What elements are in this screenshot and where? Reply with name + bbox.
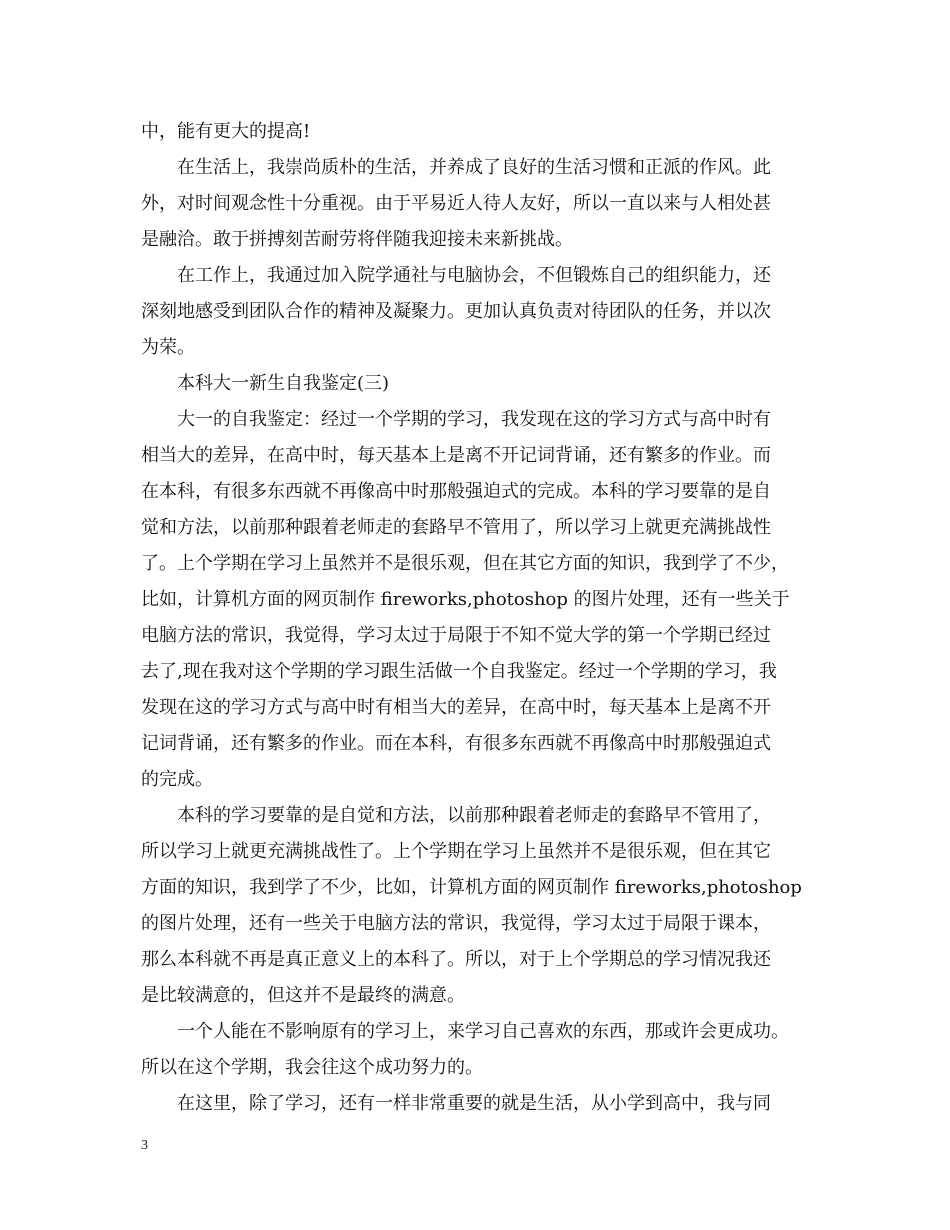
paragraph-start-line: 本科的学习要靠的是自觉和方法，以前那种跟着老师走的套路早不管用了，	[177, 805, 771, 826]
paragraph-start-line: 一个人能在不影响原有的学习上，来学习自己喜欢的东西，那或许会更成功。	[177, 1021, 789, 1042]
text-line: 相当大的差异，在高中时，每天基本上是离不开记词背诵，还有繁多的作业。而	[141, 445, 771, 466]
text-line: 记词背诵，还有繁多的作业。而在本科，有很多东西就不再像高中时那般强迫式	[141, 733, 771, 754]
text-line: 所以学习上就更充满挑战性了。上个学期在学习上虽然并不是很乐观，但在其它	[141, 841, 771, 862]
text-line: 比如，计算机方面的网页制作 fireworks,photoshop 的图片处理，还有一些关于	[141, 589, 790, 610]
paragraph-start-line: 在工作上，我通过加入院学通社与电脑协会，不但锻炼自己的组织能力，还	[177, 265, 771, 286]
text-line: 外，对时间观念性十分重视。由于平易近人待人友好，所以一直以来与人相处甚	[141, 193, 771, 214]
paragraph-start-line: 在生活上，我崇尚质朴的生活，并养成了良好的生活习惯和正派的作风。此	[177, 157, 771, 178]
paragraph-start-line: 大一的自我鉴定：经过一个学期的学习，我发现在这的学习方式与高中时有	[177, 409, 771, 430]
text-line: 所以在这个学期，我会往这个成功努力的。	[141, 1057, 483, 1078]
page-number: 3	[141, 1138, 148, 1153]
text-line: 方面的知识，我到学了不少，比如，计算机方面的网页制作 fireworks,photoshop	[141, 877, 802, 898]
text-line: 了。上个学期在学习上虽然并不是很乐观，但在其它方面的知识，我到学了不少，	[141, 553, 789, 574]
text-line: 在本科，有很多东西就不再像高中时那般强迫式的完成。本科的学习要靠的是自	[141, 481, 771, 502]
document-body	[141, 114, 811, 1122]
text-line: 的完成。	[141, 769, 213, 790]
text-line: 的图片处理，还有一些关于电脑方法的常识，我觉得，学习太过于局限于课本，	[141, 913, 771, 934]
text-line: 去了,现在我对这个学期的学习跟生活做一个自我鉴定。经过一个学期的学习，我	[141, 661, 777, 682]
text-line: 觉和方法，以前那种跟着老师走的套路早不管用了，所以学习上就更充满挑战性	[141, 517, 771, 538]
paragraph-start-line: 在这里，除了学习，还有一样非常重要的就是生活，从小学到高中，我与同	[177, 1093, 771, 1114]
text-line: 是比较满意的，但这并不是最终的满意。	[141, 985, 465, 1006]
text-line: 深刻地感受到团队合作的精神及凝聚力。更加认真负责对待团队的任务，并以次	[141, 301, 771, 322]
text-line: 发现在这的学习方式与高中时有相当大的差异，在高中时，每天基本上是离不开	[141, 697, 771, 718]
text-line: 为荣。	[141, 337, 195, 358]
text-line: 电脑方法的常识，我觉得，学习太过于局限于不知不觉大学的第一个学期已经过	[141, 625, 771, 646]
text-line: 是融洽。敢于拼搏刻苦耐劳将伴随我迎接未来新挑战。	[141, 229, 573, 250]
text-line: 那么本科就不再是真正意义上的本科了。所以，对于上个学期总的学习情况我还	[141, 949, 771, 970]
text-line: 中，能有更大的提高!	[141, 121, 311, 142]
section-heading: 本科大一新生自我鉴定(三)	[177, 373, 390, 394]
